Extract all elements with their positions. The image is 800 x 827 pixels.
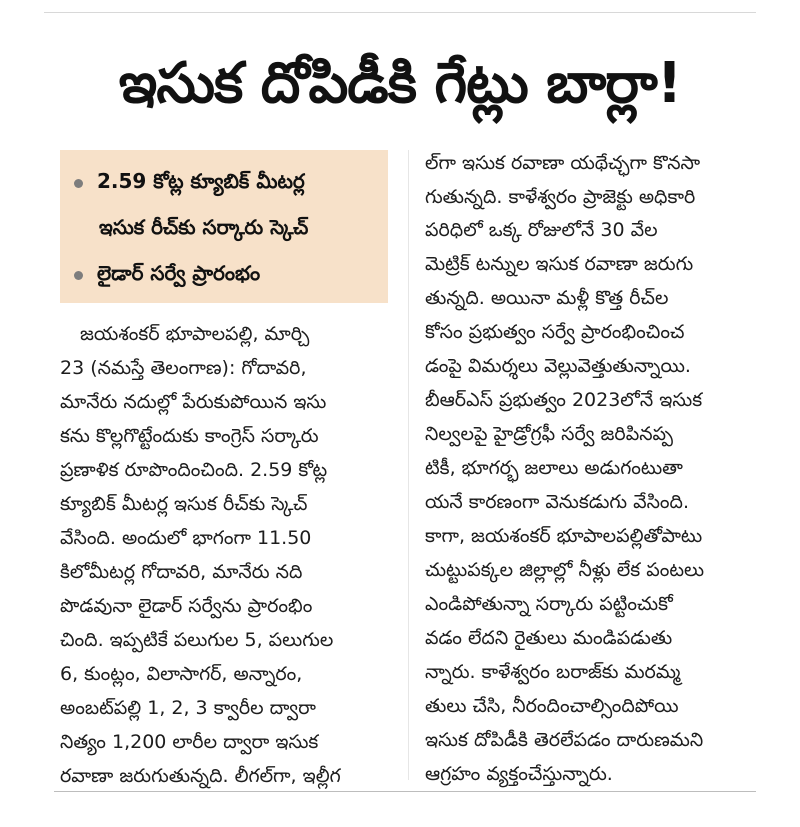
body-line: క్యూబిక్ మీటర్ల ఇసుక రీచ్‌కు స్కెచ్ [60, 493, 308, 515]
highlight-item-1 [74, 160, 380, 206]
body-line: మెట్రిక్ టన్నుల ఇసుక రవాణా జరుగు [425, 253, 694, 275]
body-line: తున్నది. అయినా మళ్లీ కొత్త రీచ్‌ల [425, 287, 669, 309]
body-line: అంబట్‌పల్లి 1, 2, 3 క్వారీల ద్వారా [60, 697, 316, 719]
body-line: తులు చేసి, నీరందించాల్సిందిపోయి [425, 695, 679, 717]
body-line: నిత్యం 1,200 లారీల ద్వారా ఇసుక [60, 731, 319, 753]
body-line: వేసింది. అందులో భాగంగా 11.50 [60, 527, 312, 549]
bullet-icon [74, 271, 83, 280]
bottom-rule [54, 791, 756, 792]
highlight-text-2: లైడార్ సర్వే ప్రారంభం [97, 260, 261, 285]
body-line: బీఆర్‌ఎస్ ప్రభుత్వం 2023లోనే ఇసుక [425, 389, 703, 411]
body-line: నిల్వలపై హైడ్రోగ్రఫీ సర్వే జరిపినప్ప [425, 423, 673, 445]
body-line: ల్‌గా ఇసుక రవాణా యథేచ్ఛగా కొనసా [425, 152, 701, 174]
column-divider [408, 150, 409, 780]
body-line: యనే కారణంగా వెనుకడుగు వేసింది. [425, 491, 690, 513]
body-line: వడం లేదని రైతులు మండిపడుతు [425, 627, 673, 649]
body-line: ఆగ్రహం వ్యక్తంచేస్తున్నారు. [425, 763, 613, 785]
top-rule [44, 12, 756, 13]
body-line: 23 (నమస్తే తెలంగాణ): గోదావరి, [60, 357, 307, 379]
body-line: పొడవునా లైడార్ సర్వేను ప్రారంభిం [60, 595, 313, 617]
body-line: ప్రణాళిక రూపొందించింది. 2.59 కోట్ల [60, 459, 328, 481]
highlight-text-1: 2.59 కోట్ల క్యూబిక్ మీటర్ల [97, 168, 305, 193]
highlights-box [60, 150, 388, 303]
body-line: ఇసుక దోపిడీకి తెరలేపడం దారుణమని [425, 729, 704, 751]
body-line: కాగా, జయశంకర్ భూపాలపల్లితోపాటు [425, 525, 703, 547]
body-line: చింది. ఇప్పటికే పలుగుల 5, పలుగుల [60, 629, 334, 651]
body-line: న్నారు. కాళేశ్వరం బరాజ్‌కు మరమ్మ [425, 661, 681, 683]
body-line: టికీ, భూగర్భ జలాలు అడుగంటుతా [425, 457, 683, 479]
highlight-text-1-continued: ఇసుక రీచ్‌కు సర్కారు స్కెచ్ [99, 214, 309, 239]
bullet-icon [74, 179, 83, 188]
body-line: 6, కుంట్లం, విలాసాగర్, అన్నారం, [60, 663, 303, 685]
body-line: రవాణా జరుగుతున్నది. లీగల్‌గా, ఇల్లీగ [60, 765, 341, 787]
body-line: మానేరు నదుల్లో పేరుకుపోయిన ఇసు [60, 391, 327, 413]
body-line: కోసం ప్రభుత్వం సర్వే ప్రారంభించించ [425, 321, 685, 343]
article-headline: ఇసుక దోపిడీకి గేట్లు బార్లా! [118, 51, 682, 116]
body-line: చుట్టుపక్కల జిల్లాల్లో నీళ్లు లేక పంటలు [425, 559, 705, 581]
body-line: గుతున్నది. కాళేశ్వరం ప్రాజెక్టు అధికారి [425, 186, 696, 208]
body-line: ఎండిపోతున్నా సర్కారు పట్టించుకో [425, 593, 673, 615]
highlight-item-2 [74, 252, 380, 298]
body-line: జయశంకర్ భూపాలపల్లి, మార్చి [80, 323, 310, 345]
body-line: పరిధిలో ఒక్క రోజులోనే 30 వేల [425, 219, 658, 241]
body-line: కను కొల్లగొట్టేందుకు కాంగ్రెస్ సర్కారు [60, 425, 319, 447]
highlight-item-1-continued [74, 206, 380, 252]
body-line: కిలోమీటర్ల గోదావరి, మానేరు నది [60, 561, 303, 583]
body-line: డంపై విమర్శలు వెల్లువెత్తుతున్నాయి. [425, 355, 691, 377]
